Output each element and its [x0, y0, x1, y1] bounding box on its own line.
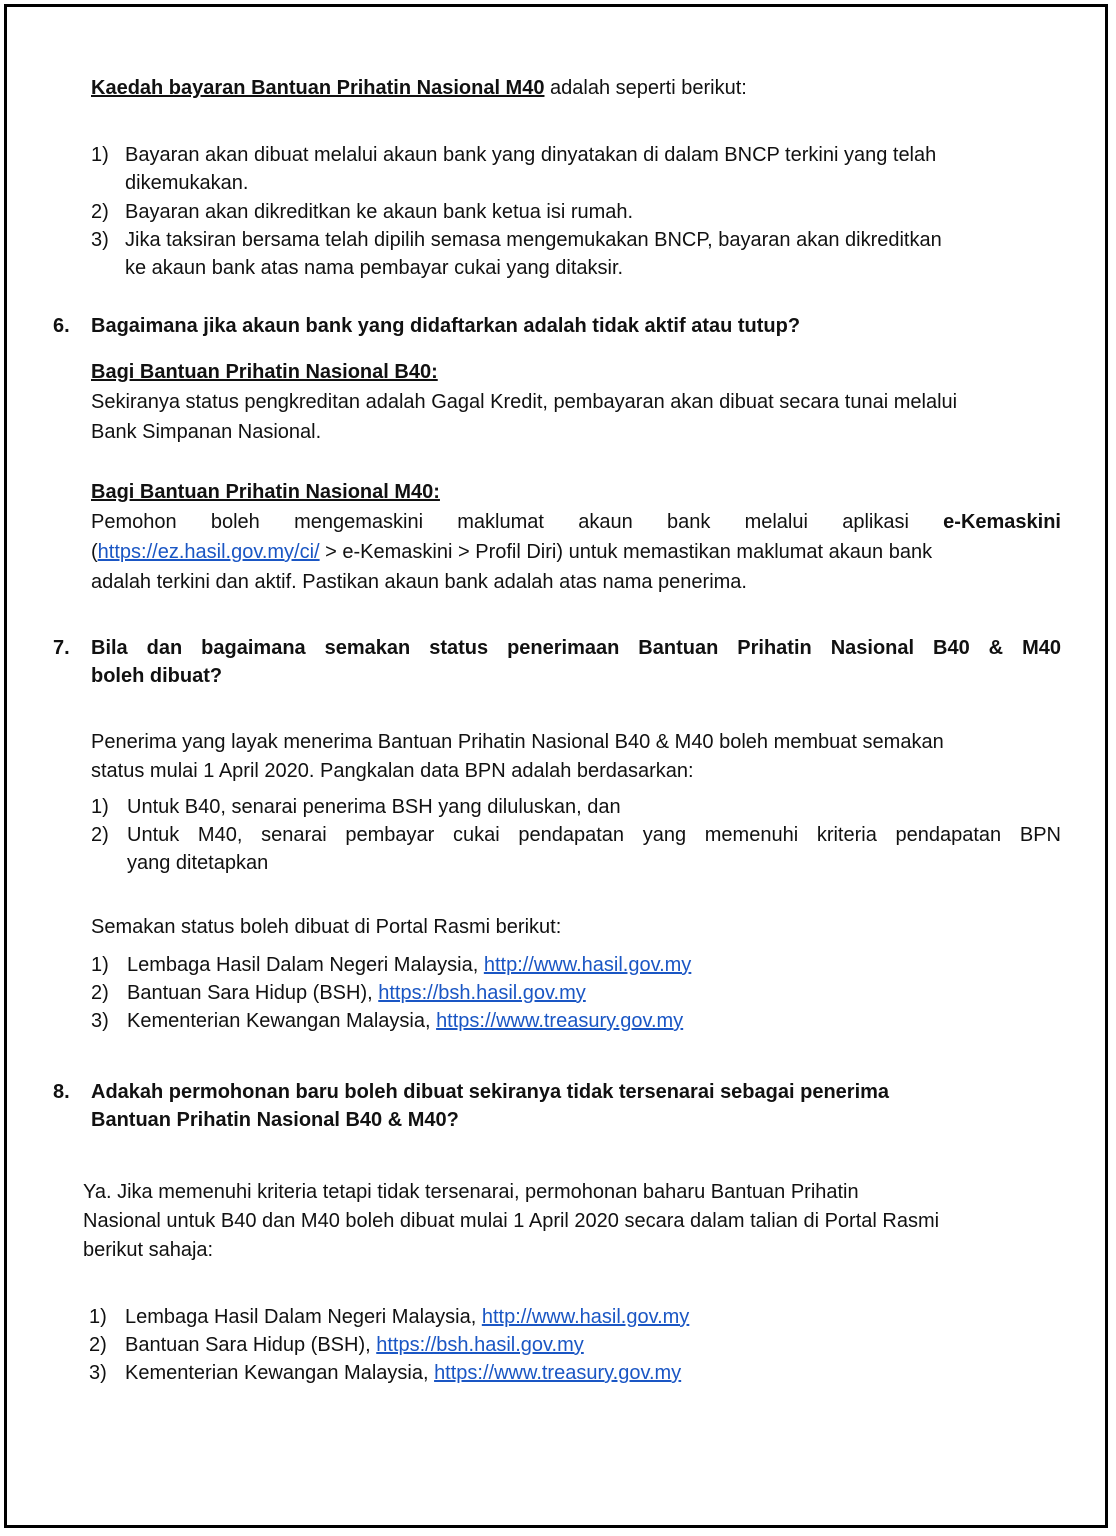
- payment-item-3-number: 3): [91, 229, 109, 251]
- q6-m40-line-3: adalah terkini dan aktif. Pastikan akaun bank adalah atas nama penerima.: [91, 571, 747, 593]
- q7-portal-intro: Semakan status boleh dibuat di Portal Rasmi berikut:: [91, 916, 562, 938]
- intro-line: [91, 74, 747, 102]
- q8-portal-3-number: 3): [89, 1362, 107, 1384]
- intro-heading: Kaedah bayaran Bantuan Prihatin Nasional M40: [91, 77, 545, 99]
- q8-portal-2: [125, 1331, 584, 1359]
- q6-m40-line-2-text: > e-Kemaskini > Profil Diri) untuk memastikan maklumat akaun bank: [319, 541, 933, 563]
- q8-portal-2-number: 2): [89, 1334, 107, 1356]
- question-6-text: Bagaimana jika akaun bank yang didaftarkan adalah tidak aktif atau tutup?: [91, 315, 801, 337]
- q8-para-line-2: Nasional untuk B40 dan M40 boleh dibuat mulai 1 April 2020 secara dalam talian di Portal Rasmi: [83, 1210, 940, 1232]
- question-7-line-1: Bila dan bagaimana semakan status penerimaan Bantuan Prihatin Nasional B40 & M40: [91, 637, 1061, 659]
- payment-item-2-number: 2): [91, 201, 109, 223]
- q7-portal-1-link[interactable]: http://www.hasil.gov.my: [483, 954, 692, 976]
- q6-m40-line-1-text: Pemohon boleh mengemaskini maklumat akaun bank melalui aplikasi: [91, 511, 944, 533]
- payment-item-1-line-2: dikemukakan.: [125, 172, 249, 194]
- q8-portal-3-link[interactable]: https://www.treasury.gov.my: [434, 1362, 682, 1384]
- q7-portal-2: [127, 979, 586, 1007]
- q6-b40-line-1: Sekiranya status pengkreditan adalah Gagal Kredit, pembayaran akan dibuat secara tunai melalui: [91, 391, 958, 413]
- question-8-line-2: Bantuan Prihatin Nasional B40 & M40?: [91, 1109, 459, 1131]
- q7-portal-2-label: Bantuan Sara Hidup (BSH),: [127, 982, 379, 1004]
- e-kemaskini-label: e-Kemaskini: [943, 511, 1061, 533]
- e-kemaskini-link[interactable]: https://ez.hasil.gov.my/ci/: [97, 541, 320, 563]
- q8-portal-1-number: 1): [89, 1306, 107, 1328]
- intro-tail: adalah seperti berikut:: [544, 77, 747, 99]
- q7-portal-3-label: Kementerian Kewangan Malaysia,: [127, 1010, 437, 1032]
- q8-para-line-3: berikut sahaja:: [83, 1239, 214, 1261]
- payment-item-3-line-1: Jika taksiran bersama telah dipilih semasa mengemukakan BNCP, bayaran akan dikreditkan: [125, 229, 942, 251]
- payment-item-1-number: 1): [91, 144, 109, 166]
- q8-portal-2-label: Bantuan Sara Hidup (BSH),: [125, 1334, 377, 1356]
- q8-portal-1: [125, 1303, 689, 1331]
- question-6-number: 6.: [53, 315, 70, 337]
- q6-b40-heading: Bagi Bantuan Prihatin Nasional B40:: [91, 361, 438, 383]
- q6-m40-heading: Bagi Bantuan Prihatin Nasional M40:: [91, 481, 440, 503]
- payment-item-1-line-1: Bayaran akan dibuat melalui akaun bank yang dinyatakan di dalam BNCP terkini yang telah: [125, 144, 937, 166]
- q7-basis-1-text: Untuk B40, senarai penerima BSH yang diluluskan, dan: [127, 796, 621, 818]
- q8-portal-1-link[interactable]: http://www.hasil.gov.my: [481, 1306, 690, 1328]
- q8-portal-3-label: Kementerian Kewangan Malaysia,: [125, 1362, 435, 1384]
- q7-portal-3: [127, 1007, 683, 1035]
- q8-portal-3: [125, 1359, 681, 1387]
- q7-para-line-1: Penerima yang layak menerima Bantuan Prihatin Nasional B40 & M40 boleh membuat semakan: [91, 731, 944, 753]
- q7-basis-2-line-1: Untuk M40, senarai pembayar cukai pendapatan yang memenuhi kriteria pendapatan BPN: [127, 824, 1061, 846]
- question-8-number: 8.: [53, 1081, 70, 1103]
- q7-portal-1-label: Lembaga Hasil Dalam Negeri Malaysia,: [127, 954, 484, 976]
- q7-portal-2-link[interactable]: https://bsh.hasil.gov.my: [378, 982, 586, 1004]
- q8-para-line-1: Ya. Jika memenuhi kriteria tetapi tidak tersenarai, permohonan baharu Bantuan Prihatin: [83, 1181, 859, 1203]
- question-7-line-2: boleh dibuat?: [91, 665, 223, 687]
- q7-portal-3-link[interactable]: https://www.treasury.gov.my: [436, 1010, 684, 1032]
- q7-basis-1-number: 1): [91, 796, 109, 818]
- question-8-line-1: Adakah permohonan baru boleh dibuat sekiranya tidak tersenarai sebagai penerima: [91, 1081, 890, 1103]
- q7-para-line-2: status mulai 1 April 2020. Pangkalan data BPN adalah berdasarkan:: [91, 760, 694, 782]
- q8-portal-1-label: Lembaga Hasil Dalam Negeri Malaysia,: [125, 1306, 482, 1328]
- q7-basis-2-number: 2): [91, 824, 109, 846]
- q7-basis-2-line-2: yang ditetapkan: [127, 852, 269, 874]
- q6-m40-line-1: [91, 508, 1061, 536]
- q6-b40-line-2: Bank Simpanan Nasional.: [91, 421, 322, 443]
- question-7-number: 7.: [53, 637, 70, 659]
- payment-item-2-line-1: Bayaran akan dikreditkan ke akaun bank ketua isi rumah.: [125, 201, 634, 223]
- q7-portal-1-number: 1): [91, 954, 109, 976]
- payment-item-3-line-2: ke akaun bank atas nama pembayar cukai yang ditaksir.: [125, 257, 624, 279]
- q7-portal-2-number: 2): [91, 982, 109, 1004]
- q6-m40-open-paren: (: [91, 541, 98, 563]
- q8-portal-2-link[interactable]: https://bsh.hasil.gov.my: [376, 1334, 584, 1356]
- q7-portal-3-number: 3): [91, 1010, 109, 1032]
- q6-m40-line-2: [91, 538, 932, 566]
- q7-portal-1: [127, 951, 691, 979]
